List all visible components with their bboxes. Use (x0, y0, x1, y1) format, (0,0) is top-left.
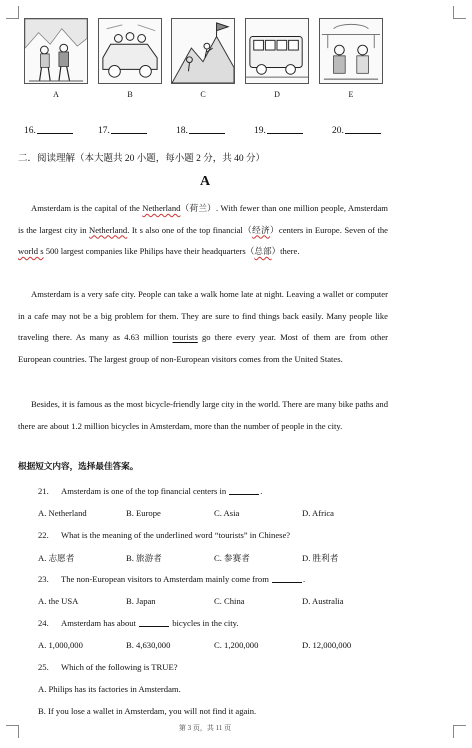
bus-icon (245, 18, 309, 84)
question-21: 21. Amsterdam is one of the top financial centers in . (38, 486, 263, 496)
question-24-options (38, 640, 398, 652)
option-a[interactable]: A. 志愿者 (38, 553, 75, 563)
paragraph-2: Amsterdam is a very safe city. People can take a walk home late at night. Leaving a wallet or computer in a cafe may not be a big problem for them. They are sure to find things back easily. Many people like traveling there. As many as 4.63 million tourists go there every year. Most of them are from other European countries. The largest group of non-European visitors comes from the United States. (18, 289, 388, 364)
option-d[interactable]: D. 12,000,000 (302, 640, 352, 650)
question-22-options (38, 552, 398, 564)
section-title: 二．阅读理解（本大题共 20 小题，每小题 2 分，共 40 分） (18, 154, 266, 164)
option-b[interactable]: B. Europe (126, 508, 161, 518)
option-a[interactable]: A. Philips has its factories in Amsterdam. (38, 684, 181, 694)
answer-blank-19[interactable]: 19. (254, 126, 303, 136)
picture-letter: E (348, 90, 354, 99)
answer-blank-18[interactable]: 18. (176, 126, 225, 136)
hikers-icon (24, 18, 88, 84)
question-25-option-b (38, 706, 398, 718)
picture-b (98, 18, 162, 104)
picture-letter: B (127, 90, 133, 99)
picture-a (24, 18, 88, 104)
paragraph-3: Besides, it is famous as the most bicycle-friendly large city in the world. There are many bike paths and there are about 1.2 million bicycles in Amsterdam, more than the number of people in the city. (18, 399, 388, 431)
question-25: 25. Which of the following is TRUE? (38, 662, 178, 672)
option-b[interactable]: B. 旅游者 (126, 553, 162, 563)
option-b[interactable]: B. 4,630,000 (126, 640, 171, 650)
question-21-options (38, 508, 398, 520)
answer-blank-17[interactable]: 17. (98, 126, 147, 136)
option-d[interactable]: D. Australia (302, 596, 344, 606)
paragraph-1: Amsterdam is the capital of the Netherland（荷兰）. With fewer than one million people, Amsterdam is the largest city in Netherland. It s also one of the top financial（经济）centers in Europe. Seven of the world s 500 largest companies like Philips have their headquarters（总部）there. (18, 203, 388, 257)
family-car-icon (98, 18, 162, 84)
question-25-option-a (38, 684, 398, 696)
people-talking-icon (319, 18, 383, 84)
question-23-options (38, 596, 398, 608)
crop-mark-top-right (453, 6, 466, 19)
crop-mark-bottom-right (453, 725, 466, 738)
picture-letter: C (200, 90, 206, 99)
option-d[interactable]: D. 胜利者 (302, 553, 339, 563)
page-footer: 第 3 页，共 11 页 (178, 724, 232, 732)
picture-letter: D (274, 90, 280, 99)
question-22: 22. What is the meaning of the underlined word “tourists” in Chinese? (38, 530, 291, 540)
picture-letter: A (53, 90, 59, 99)
answer-blank-16[interactable]: 16. (24, 126, 73, 136)
option-b[interactable]: B. Japan (126, 596, 156, 606)
answer-blanks-16-20 (18, 126, 398, 140)
picture-c (171, 18, 235, 104)
option-c[interactable]: C. Asia (214, 508, 240, 518)
crop-mark-top-left (6, 6, 19, 19)
option-a[interactable]: A. the USA (38, 596, 79, 606)
picture-e (319, 18, 383, 104)
option-b[interactable]: B. If you lose a wallet in Amsterdam, you will not find it again. (38, 706, 257, 716)
underlined-word-tourists: tourists (172, 332, 198, 343)
picture-options (20, 18, 392, 104)
option-c[interactable]: C. China (214, 596, 245, 606)
option-a[interactable]: A. 1,000,000 (38, 640, 83, 650)
picture-d (245, 18, 309, 104)
option-d[interactable]: D. Africa (302, 508, 334, 518)
option-c[interactable]: C. 参赛者 (214, 553, 250, 563)
mountain-climb-icon (171, 18, 235, 84)
question-23: 23. The non-European visitors to Amsterdam mainly come from . (38, 574, 306, 584)
answer-blank[interactable] (272, 582, 302, 583)
answer-blank[interactable] (139, 626, 169, 627)
option-c[interactable]: C. 1,200,000 (214, 640, 259, 650)
answer-blank[interactable] (229, 494, 259, 495)
question-24: 24. Amsterdam has about bicycles in the city. (38, 618, 239, 628)
instruction-text: 根据短文内容，选择最佳答案。 (18, 461, 139, 471)
passage-title: A (199, 174, 211, 189)
option-a[interactable]: A. Netherland (38, 508, 87, 518)
answer-blank-20[interactable]: 20. (332, 126, 381, 136)
